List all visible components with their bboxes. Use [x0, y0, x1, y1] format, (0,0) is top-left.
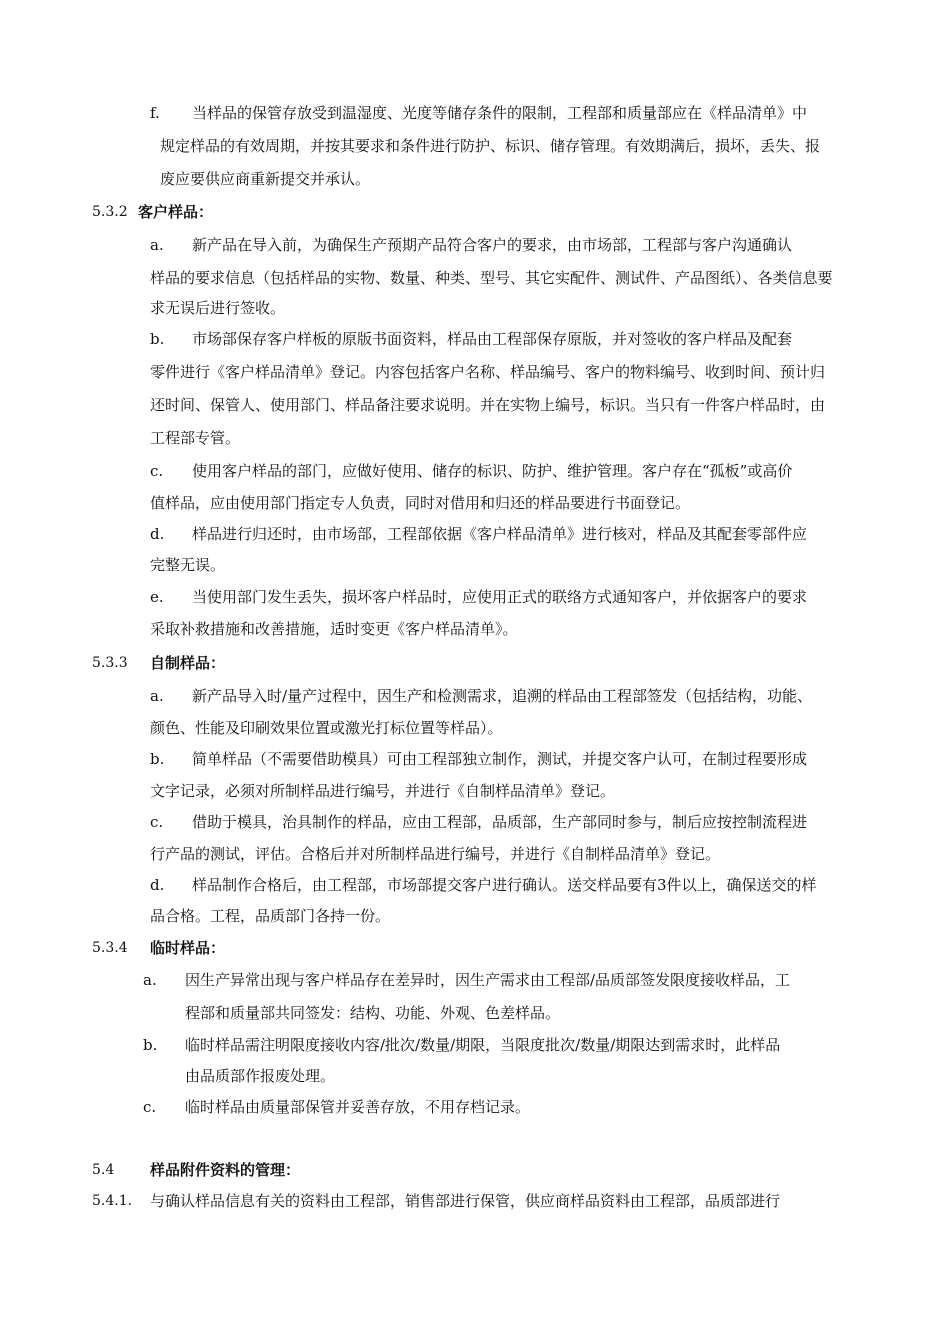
- section-5-4-1-number: 5.4.1.: [92, 1193, 133, 1209]
- item-533-a-line-1: 新产品导入时/量产过程中，因生产和检测需求，追溯的样品由工程部签发（包括结构，功能、: [192, 687, 813, 705]
- item-533-d-line-1: 样品制作合格后，由工程部，市场部提交客户进行确认。送交样品要有3件以上，确保送交的样: [192, 876, 817, 894]
- item-533-d-marker: d.: [150, 876, 165, 894]
- item-532-c-line-2: 值样品，应由使用部门指定专人负责，同时对借用和归还的样品要进行书面登记。: [150, 494, 691, 512]
- section-5-3-2-title: 客户样品：: [138, 203, 214, 221]
- item-534-b-line-1: 临时样品需注明限度接收内容/批次/数量/期限，当限度批次/数量/期限达到需求时，此样品: [185, 1036, 781, 1054]
- item-f-line-2: 规定样品的有效周期，并按其要求和条件进行防护、标识、储存管理。有效期满后，损坏，丢失、报: [160, 137, 821, 155]
- item-532-a-line-2: 样品的要求信息（包括样品的实物、数量、种类、型号、其它实配件、测试件、产品图纸）、各类信息要: [150, 269, 833, 287]
- item-534-c-marker: c.: [143, 1098, 157, 1116]
- item-533-c-line-2: 行产品的测试，评估。合格后并对所制样品进行编号，并进行《自制样品清单》登记。: [150, 845, 721, 863]
- item-532-b-line-1: 市场部保存客户样板的原版书面资料，样品由工程部保存原版，并对签收的客户样品及配套: [192, 330, 793, 348]
- item-533-c-marker: c.: [150, 813, 164, 831]
- item-532-a-marker: a.: [150, 236, 164, 254]
- item-533-b-line-2: 文字记录，必须对所制样品进行编号，并进行《自制样品清单》登记。: [150, 782, 616, 800]
- item-533-b-line-1: 简单样品（不需要借助模具）可由工程部独立制作，测试，并提交客户认可，在制过程要形成: [192, 750, 808, 768]
- item-533-a-line-2: 颜色、性能及印刷效果位置或激光打标位置等样品）。: [150, 719, 503, 737]
- item-532-d-marker: d.: [150, 525, 165, 543]
- item-f-line-3: 废应要供应商重新提交并承认。: [160, 170, 371, 188]
- item-532-d-line-2: 完整无误。: [150, 556, 226, 574]
- item-532-e-line-2: 采取补救措施和改善措施，适时变更《客户样品清单》。: [150, 620, 518, 638]
- item-534-a-marker: a.: [143, 971, 157, 989]
- item-532-b-line-2: 零件进行《客户样品清单》登记。内容包括客户名称、样品编号、客户的物料编号、收到时间、预计归: [150, 363, 826, 381]
- item-532-c-line-1: 使用客户样品的部门，应做好使用、储存的标识、防护、维护管理。客户存在“孤板”或高价: [192, 462, 793, 480]
- section-5-3-2-number: 5.3.2: [92, 204, 128, 220]
- item-532-b-line-3: 还时间、保管人、使用部门、样品备注要求说明。并在实物上编号，标识。当只有一件客户样品时，由: [150, 396, 826, 414]
- item-534-c-line-1: 临时样品由质量部保管并妥善存放，不用存档记录。: [185, 1098, 531, 1116]
- item-532-c-marker: c.: [150, 462, 164, 480]
- item-f-marker: f.: [150, 104, 160, 122]
- item-532-b-marker: b.: [150, 330, 165, 348]
- section-5-3-4-number: 5.3.4: [92, 940, 128, 956]
- item-534-a-line-2: 程部和质量部共同签发：结构、功能、外观、色差样品。: [185, 1004, 561, 1022]
- section-5-4-title: 样品附件资料的管理：: [150, 1161, 301, 1179]
- item-532-b-line-4: 工程部专管。: [150, 429, 241, 447]
- section-5-3-3-title: 自制样品：: [150, 654, 226, 672]
- item-533-a-marker: a.: [150, 687, 164, 705]
- item-533-d-line-2: 品合格。工程，品质部门各持一份。: [150, 907, 391, 925]
- item-533-c-line-1: 借助于模具，治具制作的样品，应由工程部，品质部，生产部同时参与，制后应按控制流程进: [192, 813, 808, 831]
- item-533-b-marker: b.: [150, 750, 165, 768]
- item-534-b-marker: b.: [143, 1036, 158, 1054]
- item-532-a-line-3: 求无误后进行签收。: [150, 299, 286, 317]
- section-5-3-3-number: 5.3.3: [92, 655, 128, 671]
- section-5-4-1-line-1: 与确认样品信息有关的资料由工程部，销售部进行保管，供应商样品资料由工程部，品质部进行: [150, 1192, 781, 1210]
- item-532-d-line-1: 样品进行归还时，由市场部，工程部依据《客户样品清单》进行核对，样品及其配套零部件应: [192, 525, 808, 543]
- section-5-3-4-title: 临时样品：: [150, 939, 226, 957]
- item-534-b-line-2: 由品质部作报废处理。: [185, 1067, 336, 1085]
- item-532-e-line-1: 当使用部门发生丢失，损坏客户样品时，应使用正式的联络方式通知客户，并依据客户的要求: [192, 588, 808, 606]
- item-532-a-line-1: 新产品在导入前，为确保生产预期产品符合客户的要求，由市场部，工程部与客户沟通确认: [192, 236, 793, 254]
- item-532-e-marker: e.: [150, 588, 164, 606]
- item-f-line-1: 当样品的保管存放受到温湿度、光度等储存条件的限制，工程部和质量部应在《样品清单》中: [192, 104, 808, 122]
- section-5-4-number: 5.4: [92, 1162, 115, 1178]
- item-534-a-line-1: 因生产异常出现与客户样品存在差异时，因生产需求由工程部/品质部签发限度接收样品，工: [185, 971, 791, 989]
